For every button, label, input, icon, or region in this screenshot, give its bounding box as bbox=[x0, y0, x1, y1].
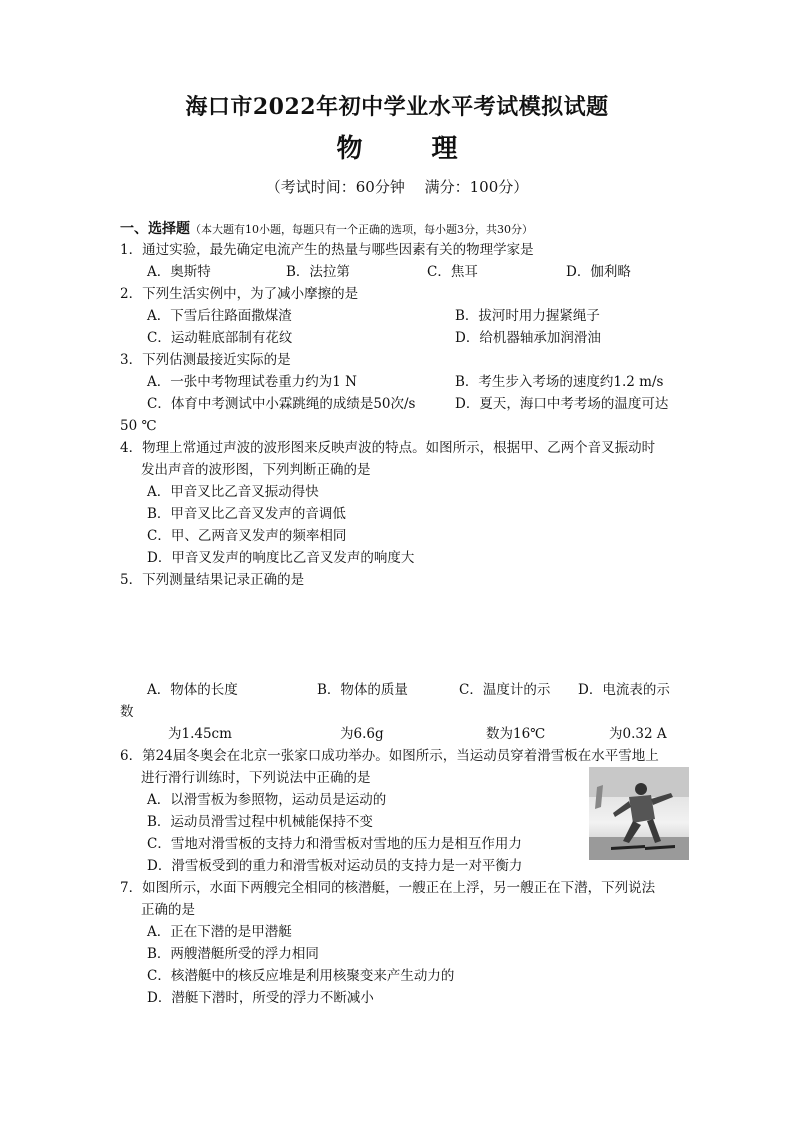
section-note: （本大题有10小题，每题只有一个正确的选项，每小题3分，共30分） bbox=[190, 223, 533, 236]
q2-option-c: C．运动鞋底部制有花纹 bbox=[147, 330, 293, 346]
q4-option-a: A．甲音叉比乙音叉振动得快 bbox=[147, 484, 319, 500]
q7-option-b: B．两艘潜艇所受的浮力相同 bbox=[147, 946, 319, 962]
q1-option-c: C．焦耳 bbox=[427, 264, 478, 280]
subject-title: 物 理 bbox=[336, 134, 488, 164]
q5-option-d-value: 为0.32 A bbox=[609, 726, 667, 742]
q4-stem-line1: 4．物理上常通过声波的波形图来反映声波的特点。如图所示，根据甲、乙两个音叉振动时 bbox=[120, 440, 656, 456]
q1-option-a: A．奥斯特 bbox=[147, 264, 211, 280]
q6-stem-line2: 进行滑行训练时，下列说法中正确的是 bbox=[141, 770, 371, 786]
q5-stem: 5．下列测量结果记录正确的是 bbox=[120, 572, 305, 588]
q7-option-c: C．核潜艇中的核反应堆是利用核聚变来产生动力的 bbox=[147, 968, 455, 984]
exam-title: 海口市2022年初中学业水平考试模拟试题 bbox=[185, 94, 609, 120]
q7-stem-line1: 7．如图所示，水面下两艘完全相同的核潜艇，一艘正在上浮，另一艘正在下潜，下列说法 bbox=[120, 880, 656, 896]
q2-option-d: D．给机器轴承加润滑油 bbox=[455, 330, 601, 346]
q5-option-c: C．温度计的示 bbox=[459, 682, 551, 698]
q7-stem-line2: 正确的是 bbox=[141, 902, 195, 918]
section-heading bbox=[120, 218, 533, 238]
skier-figure bbox=[589, 767, 689, 860]
q3-option-a: A．一张中考物理试卷重力约为1 N bbox=[147, 374, 357, 390]
q3-option-d: D．夏天，海口中考考场的温度可达 bbox=[455, 396, 669, 412]
q5-option-d: D．电流表的示 bbox=[578, 682, 670, 698]
q4-option-c: C．甲、乙两音叉发声的频率相同 bbox=[147, 528, 347, 544]
q3-option-b: B．考生步入考场的速度约1.2 m/s bbox=[455, 374, 664, 390]
q7-option-a: A．正在下潜的是甲潜艇 bbox=[147, 924, 292, 940]
q2-option-b: B．拔河时用力握紧绳子 bbox=[455, 308, 600, 324]
q5-option-a: A．物体的长度 bbox=[147, 682, 238, 698]
q4-option-d: D．甲音叉发声的响度比乙音叉发声的响度大 bbox=[147, 550, 415, 566]
q2-option-a: A．下雪后往路面撒煤渣 bbox=[147, 308, 292, 324]
q4-option-b: B．甲音叉比乙音叉发声的音调低 bbox=[147, 506, 346, 522]
exam-info: （考试时间：60分钟 满分：100分） bbox=[265, 178, 529, 196]
q5-option-c-value: 数为16℃ bbox=[486, 726, 546, 742]
section-title: 一、选择题 bbox=[120, 221, 190, 237]
q6-option-a: A．以滑雪板为参照物，运动员是运动的 bbox=[147, 792, 387, 808]
q1-stem: 1．通过实验，最先确定电流产生的热量与哪些因素有关的物理学家是 bbox=[120, 242, 534, 258]
q4-stem-line2: 发出声音的波形图，下列判断正确的是 bbox=[141, 462, 371, 478]
q2-stem: 2．下列生活实例中，为了减小摩擦的是 bbox=[120, 286, 359, 302]
q1-option-b: B．法拉第 bbox=[286, 264, 350, 280]
q3-option-c: C．体育中考测试中小霖跳绳的成绩是50次/s bbox=[147, 396, 416, 412]
q6-option-d: D．滑雪板受到的重力和滑雪板对运动员的支持力是一对平衡力 bbox=[147, 858, 523, 874]
q1-option-d: D．伽利略 bbox=[566, 264, 631, 280]
q5-option-d-continued: 数 bbox=[120, 704, 134, 720]
q6-option-c: C．雪地对滑雪板的支持力和滑雪板对雪地的压力是相互作用力 bbox=[147, 836, 522, 852]
q3-option-d-continued: 50 ℃ bbox=[120, 418, 157, 434]
q7-option-d: D．潜艇下潜时，所受的浮力不断减小 bbox=[147, 990, 374, 1006]
q6-stem-line1: 6．第24届冬奥会在北京一张家口成功举办。如图所示，当运动员穿着滑雪板在水平雪地上 bbox=[120, 748, 659, 764]
skier-photo bbox=[589, 767, 689, 860]
q5-option-b-value: 为6.6g bbox=[340, 726, 384, 742]
q3-stem: 3．下列估测最接近实际的是 bbox=[120, 352, 291, 368]
q5-option-a-value: 为1.45cm bbox=[168, 726, 232, 742]
q6-option-b: B．运动员滑雪过程中机械能保持不变 bbox=[147, 814, 373, 830]
q5-option-b: B．物体的质量 bbox=[317, 682, 408, 698]
